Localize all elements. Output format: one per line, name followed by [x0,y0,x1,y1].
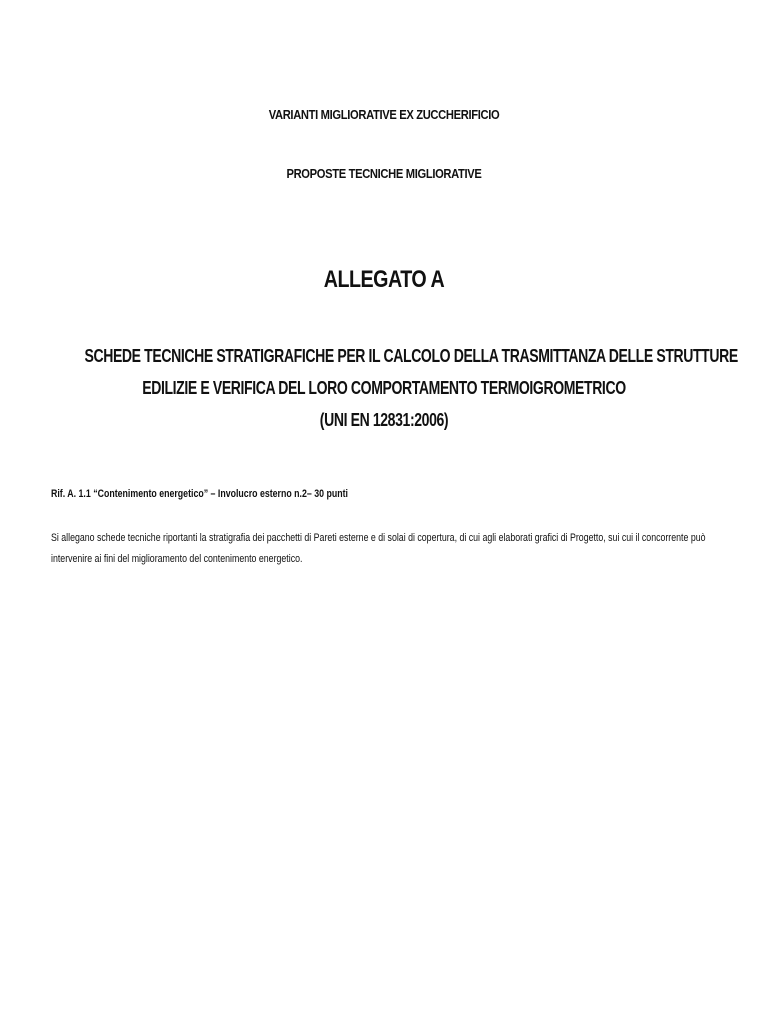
header-line-2: PROPOSTE TECNICHE MIGLIORATIVE [286,166,482,181]
header-line-1: VARIANTI MIGLIORATIVE EX ZUCCHERIFICIO [268,107,500,122]
annex-title: ALLEGATO A [323,266,445,293]
main-title-line-2: EDILIZIE E VERIFICA DEL LORO COMPORTAMENTO TERMOIGROMETRICO [142,378,626,398]
reference-line: Rif. A. 1.1 “Contenimento energetico” – Involucro esterno n.2– 30 punti [51,488,348,500]
main-title-line-1: SCHEDE TECNICHE STRATIGRAFICHE PER IL CALCOLO DELLA TRASMITTANZA DELLE STRUTTURE [84,346,738,366]
main-title-line-3: (UNI EN 12831:2006) [319,410,449,430]
paragraph-line-1: Si allegano schede tecniche riportanti la stratigrafia dei pacchetti di Pareti esterne e di solai di copertura, di cui agli elaborati grafici di Progetto, sui cui il concorrente può [51,532,706,544]
body-paragraph [51,528,706,570]
paragraph-line-2: intervenire ai fini del miglioramento del contenimento energetico. [51,553,303,565]
